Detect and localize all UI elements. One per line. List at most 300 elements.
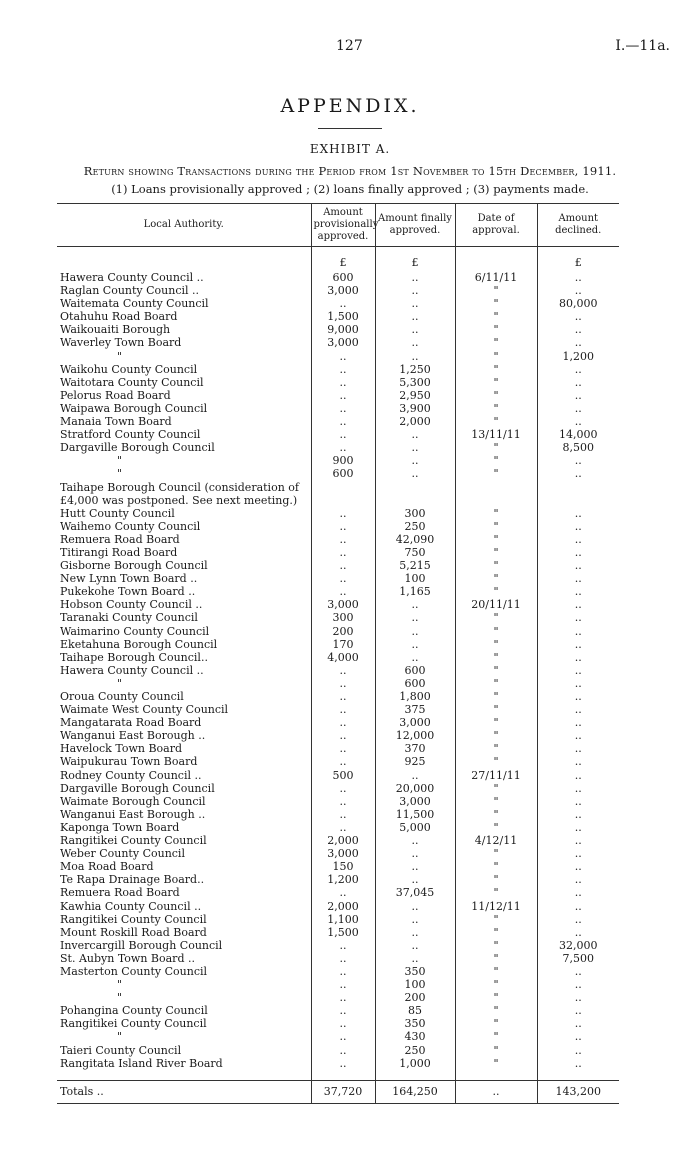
table-row	[57, 428, 619, 441]
column-header-provisional: Amount provisionally approved.	[311, 204, 375, 247]
date-cell: "	[455, 873, 537, 886]
final-cell: 1,250	[375, 363, 455, 376]
final-cell: ..	[375, 297, 455, 310]
declined-cell	[537, 494, 619, 507]
declined-cell: ..	[537, 402, 619, 415]
table-row	[57, 611, 619, 624]
provisional-cell: 150	[311, 860, 375, 873]
provisional-cell: ..	[311, 402, 375, 415]
declined-cell: ..	[537, 363, 619, 376]
date-cell: "	[455, 336, 537, 349]
declined-cell: ..	[537, 310, 619, 323]
final-cell: 3,000	[375, 795, 455, 808]
date-cell: "	[455, 559, 537, 572]
date-cell: 27/11/11	[455, 769, 537, 782]
local-authority-cell: Remuera Road Board	[60, 532, 180, 546]
table-row	[57, 271, 619, 284]
local-authority-cell: St. Aubyn Town Board ..	[60, 951, 195, 965]
declined-cell: ..	[537, 507, 619, 520]
provisional-cell: ..	[311, 821, 375, 834]
final-cell: 1,165	[375, 585, 455, 598]
table-row	[57, 1057, 619, 1070]
provisional-cell: ..	[311, 1030, 375, 1043]
declined-cell: ..	[537, 376, 619, 389]
final-cell: 375	[375, 703, 455, 716]
provisional-cell: ..	[311, 965, 375, 978]
declined-cell: ..	[537, 284, 619, 297]
table-row	[57, 952, 619, 965]
final-cell: 430	[375, 1030, 455, 1043]
table-row	[57, 886, 619, 899]
provisional-cell: ..	[311, 363, 375, 376]
local-authority-cell: Rodney County Council ..	[60, 768, 202, 782]
date-cell: "	[455, 677, 537, 690]
date-cell: "	[455, 703, 537, 716]
table-row	[57, 598, 619, 611]
provisional-cell: 2,000	[311, 834, 375, 847]
declined-cell: ..	[537, 782, 619, 795]
final-cell: ..	[375, 900, 455, 913]
date-cell: "	[455, 821, 537, 834]
table-row	[57, 873, 619, 886]
spacer-row	[57, 1070, 619, 1081]
local-authority-cell: Taranaki County Council	[60, 611, 198, 625]
final-cell: 5,000	[375, 821, 455, 834]
date-cell: "	[455, 952, 537, 965]
column-header-local-authority: Local Authority.	[57, 204, 311, 247]
date-cell: "	[455, 926, 537, 939]
final-cell: ..	[375, 467, 455, 480]
final-cell: ..	[375, 625, 455, 638]
final-cell: 350	[375, 965, 455, 978]
date-cell: "	[455, 978, 537, 991]
unit-cell	[57, 247, 311, 272]
provisional-cell: ..	[311, 782, 375, 795]
date-cell: "	[455, 323, 537, 336]
final-cell: 300	[375, 507, 455, 520]
provisional-cell: ..	[311, 755, 375, 768]
table-row	[57, 847, 619, 860]
final-cell: 250	[375, 520, 455, 533]
final-cell: 250	[375, 1044, 455, 1057]
declined-cell: ..	[537, 716, 619, 729]
final-cell: ..	[375, 638, 455, 651]
table-row	[57, 572, 619, 585]
declined-cell: ..	[537, 965, 619, 978]
final-cell: 350	[375, 1017, 455, 1030]
local-authority-cell: Manaia Town Board	[60, 415, 172, 429]
declined-cell: ..	[537, 533, 619, 546]
table-row	[57, 625, 619, 638]
date-cell	[455, 494, 537, 507]
table-row	[57, 481, 619, 494]
table-row	[57, 690, 619, 703]
provisional-cell: ..	[311, 729, 375, 742]
declined-cell: ..	[537, 585, 619, 598]
final-cell: 5,215	[375, 559, 455, 572]
table-row	[57, 467, 619, 480]
declined-cell: ..	[537, 1004, 619, 1017]
table-row	[57, 834, 619, 847]
declined-cell: ..	[537, 546, 619, 559]
table-row	[57, 520, 619, 533]
table-row	[57, 926, 619, 939]
provisional-cell: 9,000	[311, 323, 375, 336]
declined-cell: ..	[537, 467, 619, 480]
declined-cell: ..	[537, 1044, 619, 1057]
provisional-cell: ..	[311, 795, 375, 808]
local-authority-cell: "	[117, 978, 123, 992]
declined-cell: ..	[537, 336, 619, 349]
final-cell: ..	[375, 834, 455, 847]
final-cell: ..	[375, 860, 455, 873]
local-authority-cell: Masterton County Council	[60, 964, 208, 978]
date-cell: "	[455, 886, 537, 899]
final-cell: 42,090	[375, 533, 455, 546]
provisional-cell: 600	[311, 271, 375, 284]
provisional-cell: 170	[311, 638, 375, 651]
date-cell: "	[455, 520, 537, 533]
local-authority-cell: Rangitikei County Council	[60, 912, 207, 926]
date-cell: "	[455, 363, 537, 376]
page-number: 127	[336, 38, 363, 54]
table-row	[57, 939, 619, 952]
local-authority-cell: "	[117, 676, 123, 690]
final-cell: ..	[375, 651, 455, 664]
declined-cell: ..	[537, 454, 619, 467]
provisional-cell: 200	[311, 625, 375, 638]
declined-cell: ..	[537, 729, 619, 742]
provisional-cell: ..	[311, 507, 375, 520]
title-rule	[318, 128, 382, 129]
table-row	[57, 782, 619, 795]
date-cell: "	[455, 310, 537, 323]
declined-cell: ..	[537, 1030, 619, 1043]
table-row	[57, 703, 619, 716]
date-cell: "	[455, 546, 537, 559]
local-authority-cell: Waimarino County Council	[60, 624, 210, 638]
date-cell: "	[455, 625, 537, 638]
local-authority-cell: Waitotara County Council	[60, 375, 204, 389]
final-cell: 600	[375, 664, 455, 677]
date-cell: "	[455, 939, 537, 952]
provisional-cell: ..	[311, 533, 375, 546]
units-row	[57, 247, 619, 272]
column-header-final: Amount finally approved.	[375, 204, 455, 247]
date-cell: "	[455, 664, 537, 677]
local-authority-cell: Waimate West County Council	[60, 703, 229, 717]
date-cell: "	[455, 742, 537, 755]
final-cell: ..	[375, 847, 455, 860]
provisional-cell: ..	[311, 297, 375, 310]
provisional-cell: 1,100	[311, 913, 375, 926]
provisional-cell: ..	[311, 441, 375, 454]
local-authority-cell: Titirangi Road Board	[60, 545, 178, 559]
provisional-cell: ..	[311, 559, 375, 572]
declined-cell: ..	[537, 769, 619, 782]
local-authority-cell: Kawhia County Council ..	[60, 899, 202, 913]
table-row	[57, 1004, 619, 1017]
final-cell: 20,000	[375, 782, 455, 795]
local-authority-cell: Dargaville Borough Council	[60, 441, 215, 455]
provisional-cell: ..	[311, 1004, 375, 1017]
table-row	[57, 494, 619, 507]
local-authority-cell: Remuera Road Board	[60, 886, 180, 900]
document-reference: I.—11a.	[615, 38, 670, 54]
date-cell: "	[455, 729, 537, 742]
table-row	[57, 323, 619, 336]
page-title: APPENDIX.	[280, 95, 420, 117]
declined-cell: ..	[537, 926, 619, 939]
local-authority-cell: Eketahuna Borough Council	[60, 637, 218, 651]
declined-cell: ..	[537, 598, 619, 611]
local-authority-cell: Hawera County Council ..	[60, 271, 204, 284]
final-cell: ..	[375, 323, 455, 336]
final-cell: ..	[375, 913, 455, 926]
table-row	[57, 821, 619, 834]
final-cell: 2,950	[375, 389, 455, 402]
table-row	[57, 402, 619, 415]
table-row	[57, 742, 619, 755]
unit-cell: £	[375, 247, 455, 272]
provisional-cell: ..	[311, 664, 375, 677]
declined-cell: ..	[537, 415, 619, 428]
provisional-cell: 3,000	[311, 284, 375, 297]
date-cell: "	[455, 716, 537, 729]
declined-cell: ..	[537, 860, 619, 873]
provisional-cell: ..	[311, 716, 375, 729]
provisional-cell: 600	[311, 467, 375, 480]
local-authority-cell: Wanganui East Borough ..	[60, 807, 206, 821]
declined-cell: ..	[537, 1017, 619, 1030]
final-cell	[375, 494, 455, 507]
date-cell: "	[455, 585, 537, 598]
table-row	[57, 900, 619, 913]
provisional-cell: ..	[311, 389, 375, 402]
provisional-cell: ..	[311, 677, 375, 690]
date-cell: "	[455, 795, 537, 808]
date-cell: "	[455, 847, 537, 860]
final-cell: ..	[375, 611, 455, 624]
table-row	[57, 585, 619, 598]
date-cell: "	[455, 651, 537, 664]
provisional-cell: ..	[311, 572, 375, 585]
declined-cell: ..	[537, 886, 619, 899]
final-cell: 5,300	[375, 376, 455, 389]
final-cell: 1,800	[375, 690, 455, 703]
table-row	[57, 546, 619, 559]
final-cell: 600	[375, 677, 455, 690]
date-cell: "	[455, 533, 537, 546]
date-cell: 6/11/11	[455, 271, 537, 284]
date-cell: "	[455, 782, 537, 795]
table-row	[57, 755, 619, 768]
table-header-row	[57, 204, 619, 247]
declined-cell: ..	[537, 703, 619, 716]
provisional-cell: ..	[311, 1017, 375, 1030]
final-cell: ..	[375, 952, 455, 965]
declined-cell: 8,500	[537, 441, 619, 454]
declined-cell: ..	[537, 638, 619, 651]
return-description: Return showing Transactions during the Period from 1st November to 15th December, 1911.	[83, 164, 617, 178]
date-cell: "	[455, 350, 537, 363]
table-row	[57, 991, 619, 1004]
declined-cell: ..	[537, 690, 619, 703]
declined-cell: ..	[537, 572, 619, 585]
final-cell: ..	[375, 598, 455, 611]
local-authority-cell: Dargaville Borough Council	[60, 781, 215, 795]
declined-cell: ..	[537, 664, 619, 677]
table-row	[57, 1017, 619, 1030]
final-cell: 2,000	[375, 415, 455, 428]
date-cell: "	[455, 1044, 537, 1057]
local-authority-cell: Waipukurau Town Board	[60, 755, 198, 769]
local-authority-cell: Taihape Borough Council (consideration of	[60, 480, 299, 494]
provisional-cell: 2,000	[311, 900, 375, 913]
local-authority-cell: Havelock Town Board	[60, 742, 183, 756]
date-cell: "	[455, 572, 537, 585]
table-row	[57, 1044, 619, 1057]
declined-cell	[537, 481, 619, 494]
final-cell: ..	[375, 454, 455, 467]
declined-cell: 14,000	[537, 428, 619, 441]
local-authority-cell: Waverley Town Board	[60, 336, 182, 350]
table-row	[57, 310, 619, 323]
provisional-cell: ..	[311, 952, 375, 965]
local-authority-cell: Pelorus Road Board	[60, 388, 171, 402]
final-cell	[375, 481, 455, 494]
local-authority-cell: Waikouaiti Borough	[60, 323, 171, 337]
local-authority-cell: Otahuhu Road Board	[60, 310, 178, 324]
local-authority-cell: Invercargill Borough Council	[60, 938, 223, 952]
unit-cell: £	[311, 247, 375, 272]
declined-cell: ..	[537, 611, 619, 624]
provisional-cell: 500	[311, 769, 375, 782]
provisional-cell: 900	[311, 454, 375, 467]
date-cell: "	[455, 507, 537, 520]
provisional-cell: 4,000	[311, 651, 375, 664]
provisional-cell: ..	[311, 546, 375, 559]
table-row	[57, 533, 619, 546]
date-cell: "	[455, 965, 537, 978]
final-cell: ..	[375, 939, 455, 952]
provisional-cell: 300	[311, 611, 375, 624]
final-cell: 37,045	[375, 886, 455, 899]
return-subdescription: (1) Loans provisionally approved ; (2) loans finally approved ; (3) payments made.	[111, 182, 589, 196]
final-cell: 3,000	[375, 716, 455, 729]
provisional-cell	[311, 481, 375, 494]
final-cell: 85	[375, 1004, 455, 1017]
table-row	[57, 1030, 619, 1043]
declined-cell: ..	[537, 900, 619, 913]
local-authority-cell: Waitemata County Council	[60, 297, 209, 311]
total-provisional: 37,720	[311, 1080, 375, 1103]
local-authority-cell: Waimate Borough Council	[60, 794, 206, 808]
table-row	[57, 415, 619, 428]
total-date: ..	[455, 1080, 537, 1103]
date-cell: "	[455, 913, 537, 926]
local-authority-cell: Gisborne Borough Council	[60, 559, 208, 573]
table-row	[57, 716, 619, 729]
final-cell: ..	[375, 441, 455, 454]
date-cell: "	[455, 402, 537, 415]
declined-cell: ..	[537, 323, 619, 336]
provisional-cell: ..	[311, 428, 375, 441]
column-header-date: Date of approval.	[455, 204, 537, 247]
column-header-declined: Amount declined.	[537, 204, 619, 247]
local-authority-cell: Rangitikei County Council	[60, 834, 207, 848]
date-cell: "	[455, 808, 537, 821]
date-cell: 13/11/11	[455, 428, 537, 441]
final-cell: 100	[375, 978, 455, 991]
provisional-cell: 3,000	[311, 598, 375, 611]
provisional-cell: ..	[311, 1057, 375, 1070]
declined-cell: ..	[537, 742, 619, 755]
provisional-cell: ..	[311, 350, 375, 363]
date-cell: "	[455, 991, 537, 1004]
totals-label: Totals ..	[57, 1080, 311, 1103]
local-authority-cell: Kaponga Town Board	[60, 820, 180, 834]
declined-cell: 32,000	[537, 939, 619, 952]
table-row	[57, 350, 619, 363]
declined-cell: ..	[537, 913, 619, 926]
local-authority-cell: Waikohu County Council	[60, 362, 198, 376]
page-header	[0, 38, 700, 58]
local-authority-cell: Hutt County Council	[60, 506, 175, 520]
table-row	[57, 729, 619, 742]
table-row	[57, 978, 619, 991]
local-authority-cell: "	[117, 349, 123, 363]
date-cell: 4/12/11	[455, 834, 537, 847]
table-row	[57, 664, 619, 677]
declined-cell: ..	[537, 991, 619, 1004]
date-cell: "	[455, 297, 537, 310]
final-cell: ..	[375, 350, 455, 363]
local-authority-cell: Hawera County Council ..	[60, 663, 204, 677]
date-cell: "	[455, 860, 537, 873]
date-cell: "	[455, 638, 537, 651]
provisional-cell: 3,000	[311, 336, 375, 349]
provisional-cell: ..	[311, 585, 375, 598]
table-row	[57, 376, 619, 389]
provisional-cell: ..	[311, 991, 375, 1004]
provisional-cell: ..	[311, 1044, 375, 1057]
provisional-cell: ..	[311, 690, 375, 703]
date-cell: "	[455, 1057, 537, 1070]
local-authority-cell: "	[117, 467, 123, 481]
final-cell: 370	[375, 742, 455, 755]
declined-cell: 7,500	[537, 952, 619, 965]
table-row	[57, 638, 619, 651]
final-cell: ..	[375, 310, 455, 323]
local-authority-cell: "	[117, 991, 123, 1005]
date-cell: "	[455, 1004, 537, 1017]
local-authority-cell: Mount Roskill Road Board	[60, 925, 207, 939]
declined-cell: ..	[537, 978, 619, 991]
provisional-cell: ..	[311, 939, 375, 952]
table-row	[57, 808, 619, 821]
table-row	[57, 795, 619, 808]
date-cell: "	[455, 1030, 537, 1043]
final-cell: 925	[375, 755, 455, 768]
final-cell: ..	[375, 926, 455, 939]
date-cell: "	[455, 389, 537, 402]
exhibit-heading: EXHIBIT A.	[309, 142, 391, 156]
unit-cell	[455, 247, 537, 272]
date-cell: "	[455, 1017, 537, 1030]
total-declined: 143,200	[537, 1080, 619, 1103]
final-cell: ..	[375, 271, 455, 284]
